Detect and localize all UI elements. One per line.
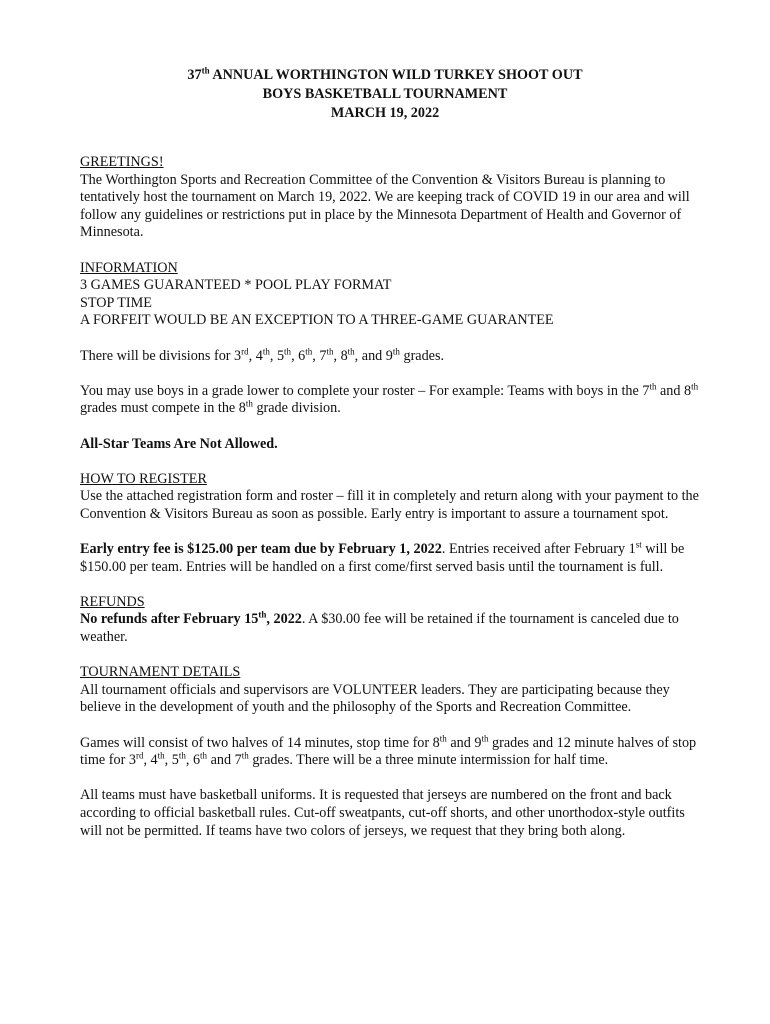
roster-text: You may use boys in a grade lower to complete your roster – For example: Teams with boys in the 7th and 8th grades must compete in the 8th grade division. (80, 380, 699, 417)
title-line-2: BOYS BASKETBALL TOURNAMENT (262, 86, 508, 102)
register-heading: HOW TO REGISTER (80, 470, 207, 487)
details-heading: TOURNAMENT DETAILS (80, 664, 241, 681)
information-heading: INFORMATION (80, 259, 178, 276)
games-text: Games will consist of two halves of 14 minutes, stop time for 8th and 9th grades and 12 minute halves of stop time for 3rd, 4th, 5th, 6th and 7th grades. There will be a three minute intermission for half time. (80, 732, 697, 769)
document-body (80, 154, 700, 840)
document-header (0, 66, 770, 123)
refunds-heading: REFUNDS (80, 593, 145, 610)
uniforms-text: All teams must have basketball uniforms. It is requested that jerseys are numbered on the front and back according to official basketball rules. Cut-off sweatpants, cut-off shorts, and other unorthodox-style outfits will not be permitted. If teams have two colors of jerseys, we request that they bring both along. (80, 787, 685, 839)
title-date: MARCH 19, 2022 (330, 105, 440, 121)
register-text: Use the attached registration form and roster – fill it in completely and return along with your payment to the Convention & Visitors Bureau as soon as possible. Early entry is important to assure a tournament spot. (80, 488, 699, 522)
information-line-3: A FORFEIT WOULD BE AN EXCEPTION TO A THREE-GAME GUARANTEE (80, 312, 554, 329)
greetings-heading: GREETINGS! (80, 154, 164, 170)
details-text: All tournament officials and supervisors are VOLUNTEER leaders. They are participating because they believe in the development of youth and the philosophy of the Sports and Recreation Committee. (80, 681, 670, 716)
information-line-2: STOP TIME (80, 294, 152, 311)
fee-text: Early entry fee is $125.00 per team due by February 1, 2022. Entries received after February 1st will be $150.00 per team. Entries will be handled on a first come/first served basis until the tournament is full. (80, 539, 685, 575)
title-line-1: 37th ANNUAL WORTHINGTON WILD TURKEY SHOOT OUT (187, 65, 583, 83)
information-line-1: 3 GAMES GUARANTEED * POOL PLAY FORMAT (80, 277, 392, 294)
allstar-notice: All-Star Teams Are Not Allowed. (80, 435, 278, 452)
refunds-text: No refunds after February 15th, 2022. A $30.00 fee will be retained if the tournament is canceled due to weather. (80, 609, 679, 646)
divisions-text: There will be divisions for 3rd, 4th, 5th, 6th, 7th, 8th, and 9th grades. (80, 345, 445, 364)
greetings-text: The Worthington Sports and Recreation Committee of the Convention & Visitors Bureau is planning to tentatively host the tournament on March 19, 2022. We are keeping track of COVID 19 in our area and will follow any guidelines or restrictions put in place by the Minnesota Department of Health and Governor of Minnesota. (80, 171, 690, 241)
